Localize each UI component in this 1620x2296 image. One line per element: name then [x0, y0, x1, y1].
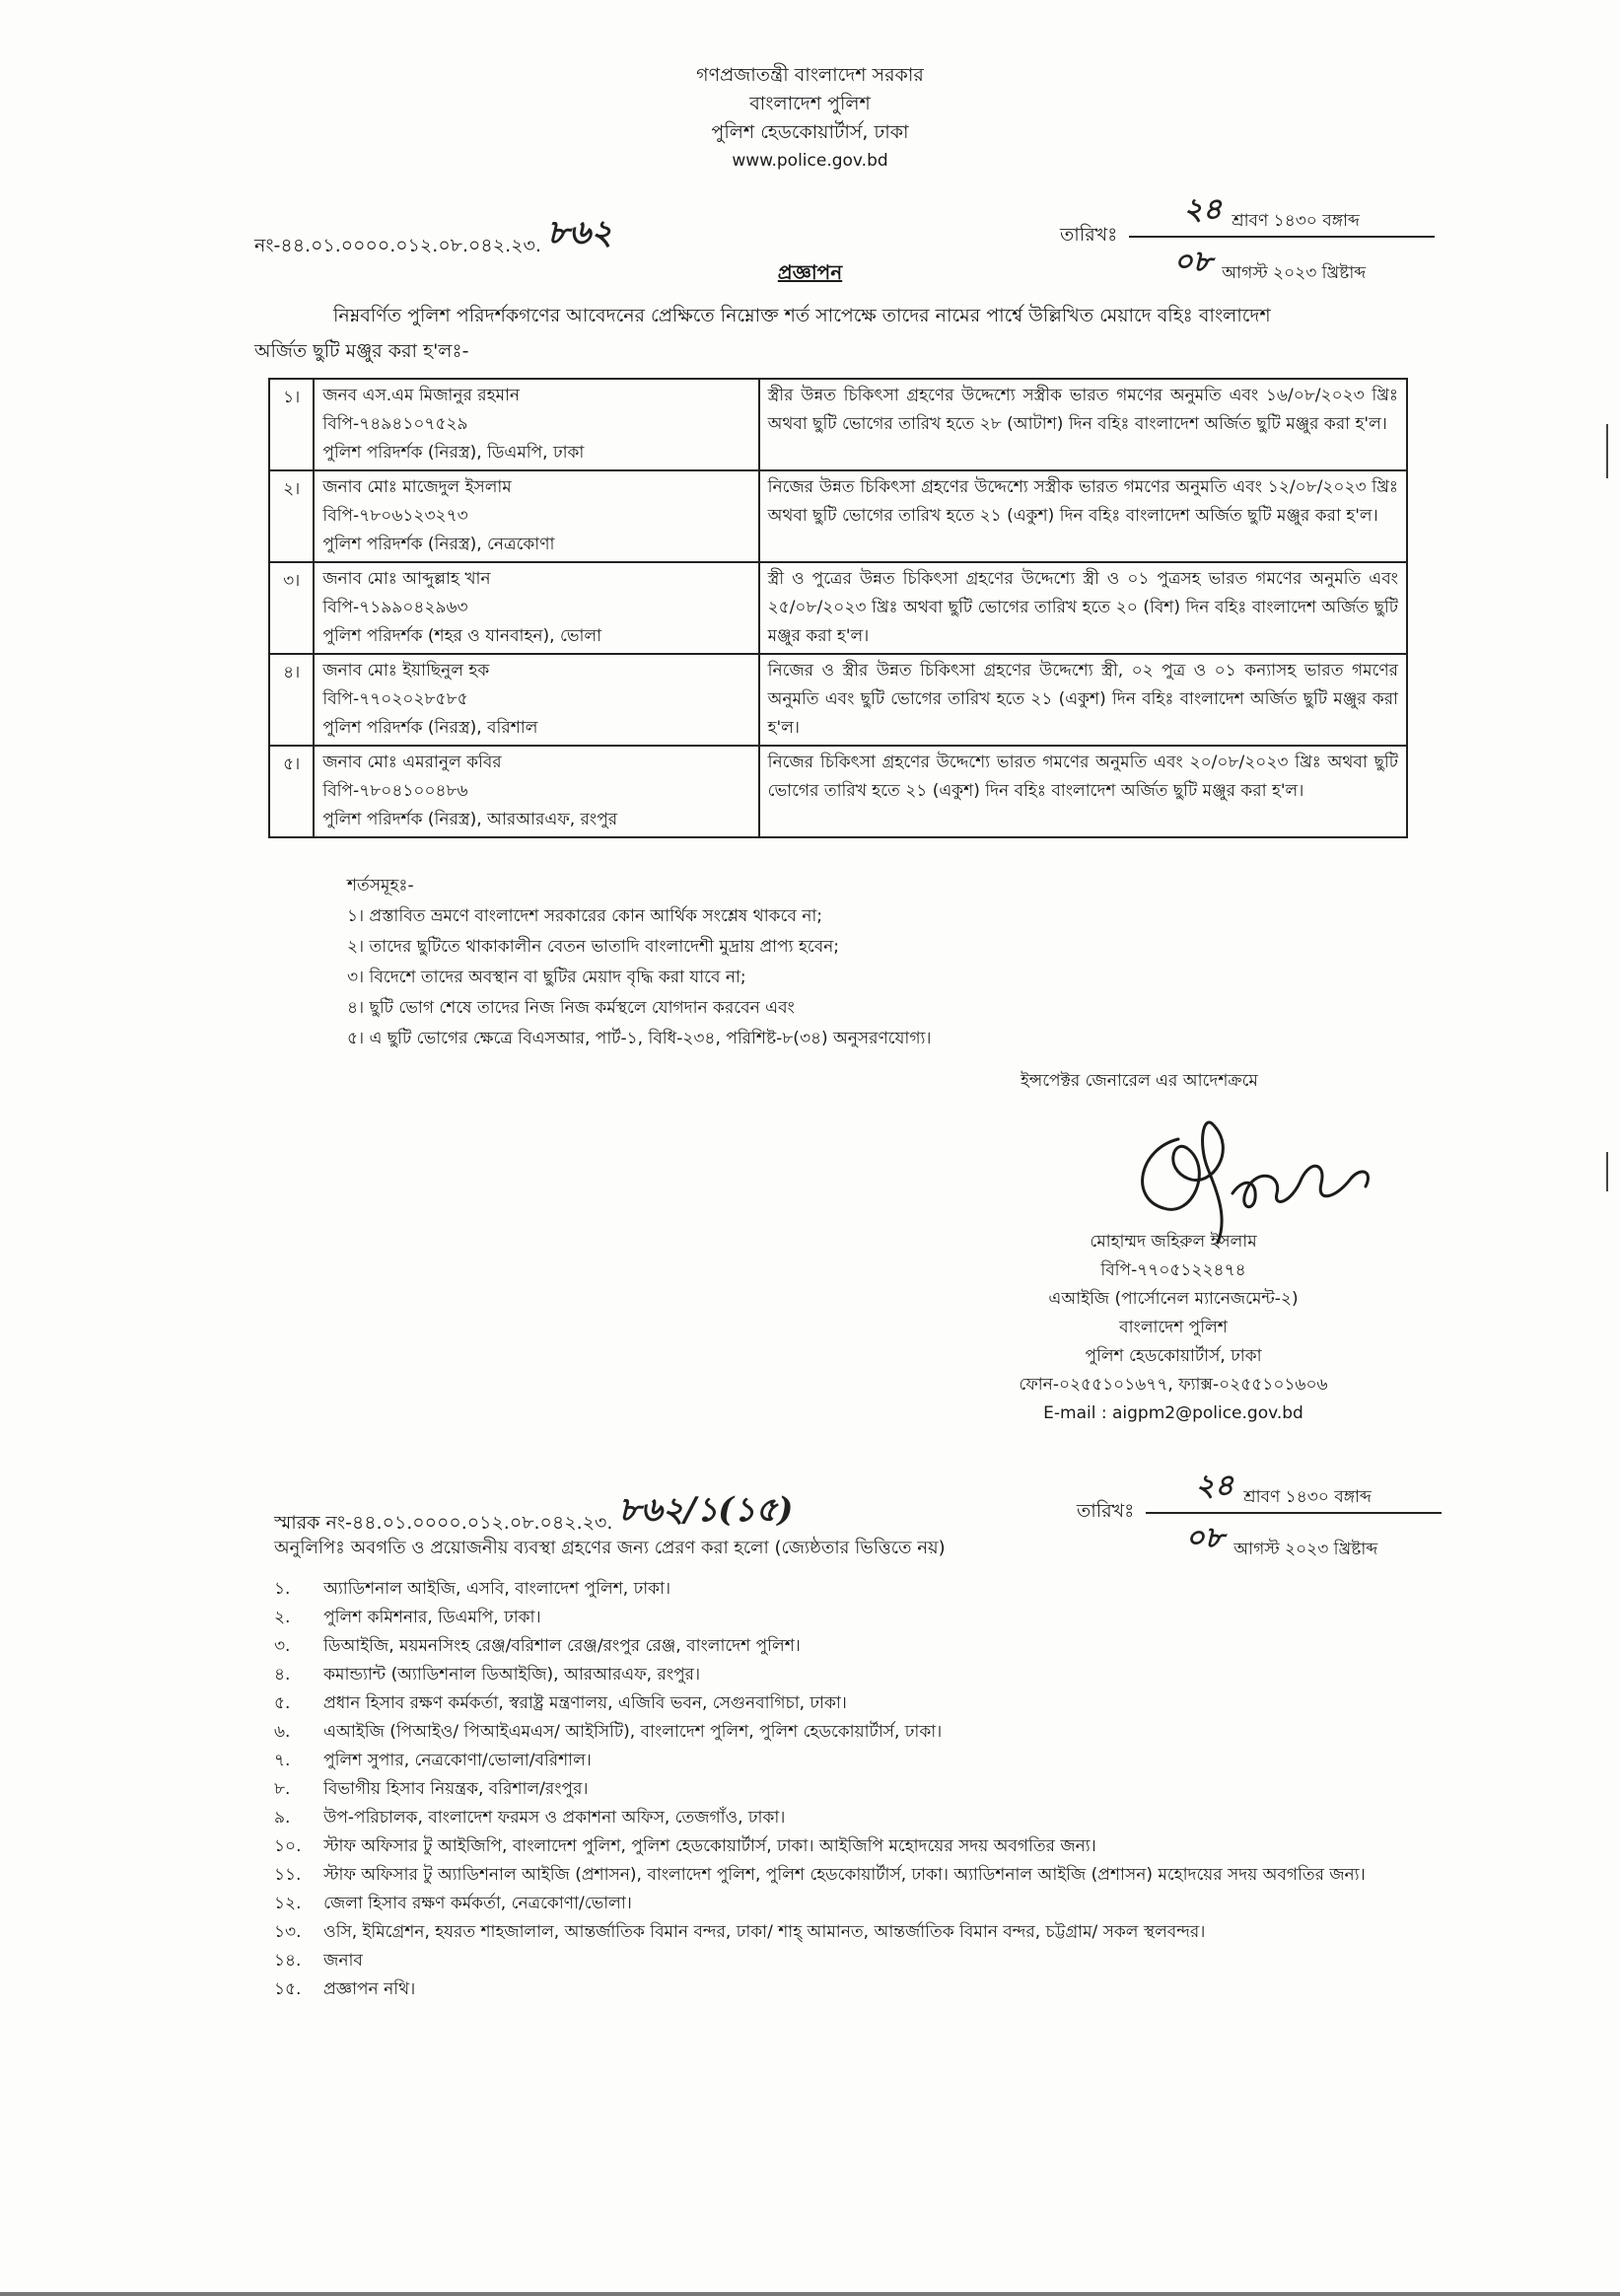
officer-name: জনাব মোঃ মাজেদুল ইসলাম: [322, 477, 512, 497]
officer-info: [314, 379, 758, 470]
copy-item-number: ৭.: [274, 1751, 291, 1770]
copy-item: [274, 1718, 1369, 1747]
website-link[interactable]: www.police.gov.bd: [732, 151, 888, 171]
copy-item-text: পুলিশ কমিশনার, ডিএমপি, ঢাকা।: [323, 1608, 541, 1627]
date-en-day: ০৮: [1173, 245, 1213, 279]
copy-item: [274, 1975, 1369, 2004]
copy-item-number: ১০.: [274, 1836, 302, 1856]
copy-item-number: ১.: [274, 1579, 291, 1599]
copy-intro: অনুলিপিঃ অবগতি ও প্রয়োজনীয় ব্যবস্থা গ্রহণের জন্য প্রেরণ করা হলো (জ্যেষ্ঠতার ভিত্তিতে নয়): [274, 1538, 946, 1558]
signatory-email[interactable]: E-mail : aigpm2@police.gov.bd: [1043, 1403, 1303, 1423]
copy-item: [274, 1632, 1369, 1661]
copy-item-text: প্রজ্ঞাপন নথি।: [323, 1979, 416, 1999]
signatory-block: [986, 1228, 1361, 1428]
intro-line-2: অর্জিত ছুটি মঞ্জুর করা হ'লঃ-: [254, 340, 469, 362]
leave-detail: নিজের ও স্ত্রীর উন্নত চিকিৎসা গ্রহণের উদ্দেশ্যে স্ত্রী, ০২ পুত্র ও ০১ কন্যাসহ ভারত গমণের অনুমতি এবং ছুটি ভোগের তারিখ হতে ২১ (একুশ) দিন বহিঃ বাংলাদেশ অর্জিত ছুটি মঞ্জুর করা হ'ল।: [759, 654, 1407, 746]
copy-item-number: ৫.: [274, 1693, 291, 1713]
signatory-bp: বিপি-৭৭০৫১২২৪৭৪: [1100, 1260, 1246, 1280]
copy-item-number: ১৪.: [274, 1951, 302, 1971]
copy-item-number: ৪.: [274, 1665, 291, 1685]
copy-item-number: ১১.: [274, 1865, 302, 1885]
memo2-number: [274, 1484, 793, 1541]
conditions-section: [347, 871, 1333, 1054]
officer-row: [269, 746, 1407, 837]
officer-row: [269, 379, 1407, 470]
copy-item: [274, 1575, 1369, 1604]
copy-item: [274, 1804, 1369, 1832]
date-en-rest: আগস্ট ২০২৩ খ্রিষ্টাব্দ: [1222, 263, 1367, 283]
signatory-org: বাংলাদেশ পুলিশ: [1119, 1318, 1228, 1337]
date2-bangla-day: ২৪: [1195, 1469, 1234, 1503]
officer-row: [269, 562, 1407, 654]
memo2-number-text: স্মারক নং-৪৪.০১.০০০০.০১২.০৮.০৪২.২৩.: [274, 1512, 613, 1534]
officer-name: জনব এস.এম মিজানুর রহমান: [322, 386, 521, 405]
condition-item: ৫। এ ছুটি ভোগের ক্ষেত্রে বিএসআর, পার্ট-১, বিধি-২৩৪, পরিশিষ্ট-৮(৩৪) অনুসরণযোগ্য।: [347, 1029, 932, 1048]
copy-list: [274, 1575, 1369, 2004]
document-title: প্রজ্ঞাপন: [777, 260, 843, 284]
officer-bp: বিপি-৭৮০৬১২৩২৭৩: [322, 506, 468, 526]
copy-item-number: ২.: [274, 1608, 291, 1627]
leave-detail: নিজের উন্নত চিকিৎসা গ্রহণের উদ্দেশ্যে সস্ত্রীক ভারত গমণের অনুমতি এবং ১২/০৮/২০২৩ খ্রিঃ অথবা ছুটি ভোগের তারিখ হতে ২১ (একুশ) দিন বহিঃ বাংলাদেশ অর্জিত ছুটি মঞ্জুর করা হ'ল।: [759, 470, 1407, 562]
officer-post: পুলিশ পরিদর্শক (নিরস্ত্র), বরিশাল: [322, 718, 538, 738]
officer-serial: ২।: [269, 470, 314, 562]
date-bangla-rest: শ্রাবণ ১৪৩০ বঙ্গাব্দ: [1232, 211, 1360, 231]
copy-item-number: ১৫.: [274, 1979, 302, 1999]
leave-detail: নিজের চিকিৎসা গ্রহণের উদ্দেশ্যে ভারত গমণের অনুমতি এবং ২০/০৮/২০২৩ খ্রিঃ অথবা ছুটি ভোগের তারিখ হতে ২১ (একুশ) দিন বহিঃ বাংলাদেশ অর্জিত ছুটি মঞ্জুর করা হ'ল।: [759, 746, 1407, 837]
memo-number-text: নং-৪৪.০১.০০০০.০১২.০৮.০৪২.২৩.: [254, 235, 541, 256]
officers-table: [268, 378, 1408, 838]
copy-item: [274, 1604, 1369, 1632]
memo2-date: [1077, 1462, 1442, 1564]
copy-item-number: ১৩.: [274, 1922, 302, 1942]
copy-item-text: পুলিশ সুপার, নেত্রকোণা/ভোলা/বরিশাল।: [323, 1751, 592, 1770]
copy-item-text: উপ-পরিচালক, বাংলাদেশ ফরমস ও প্রকাশনা অফিস, তেজগাঁও, ঢাকা।: [323, 1808, 786, 1828]
signatory-name: মোহাম্মদ জহিরুল ইসলাম: [1090, 1232, 1257, 1252]
date2-en-rest: আগস্ট ২০২৩ খ্রিষ্টাব্দ: [1233, 1540, 1378, 1559]
officer-post: পুলিশ পরিদর্শক (নিরস্ত্র), নেত্রকোণা: [322, 535, 555, 554]
officer-post: পুলিশ পরিদর্শক (শহর ও যানবাহন), ভোলা: [322, 626, 602, 646]
date-bangla-day: ২৪: [1183, 192, 1223, 227]
copy-item-text: জেলা হিসাব রক্ষণ কর্মকর্তা, নেত্রকোণা/ভোলা।: [323, 1894, 632, 1913]
copy-item-text: অ্যাডিশনাল আইজি, এসবি, বাংলাদেশ পুলিশ, ঢাকা।: [323, 1579, 671, 1599]
copy-item-number: ৯.: [274, 1808, 291, 1828]
date2-en-day: ০৮: [1185, 1521, 1225, 1555]
officer-serial: ৪।: [269, 654, 314, 746]
officer-bp: বিপি-৭৪৯৪১০৭৫২৯: [322, 414, 468, 434]
copy-item: [274, 1832, 1369, 1861]
officer-row: [269, 654, 1407, 746]
signatory-designation: এআইজি (পার্সোনেল ম্যানেজমেন্ট-২): [1048, 1289, 1299, 1309]
condition-item: ৩। বিদেশে তাদের অবস্থান বা ছুটির মেয়াদ বৃদ্ধি করা যাবে না;: [347, 968, 746, 987]
scan-mark: [1606, 424, 1608, 478]
officer-bp: বিপি-৭৮০৪১০০৪৮৬: [322, 781, 468, 801]
copy-item-text: বিভাগীয় হিসাব নিয়ন্ত্রক, বরিশাল/রংপুর।: [323, 1779, 589, 1799]
officer-post: পুলিশ পরিদর্শক (নিরস্ত্র), ডিএমপি, ঢাকা: [322, 443, 585, 463]
officer-info: [314, 654, 758, 746]
memo2-number-handwritten: ৮৬২/১(১৫): [618, 1490, 794, 1530]
copy-item: [274, 1861, 1369, 1890]
memo-number-handwritten: ৮৬২: [546, 213, 613, 252]
copy-item: [274, 1747, 1369, 1775]
intro-line-1: নিম্নবর্ণিত পুলিশ পরিদর্শকগণের আবেদনের প্রেক্ষিতে নিম্নোক্ত শর্ত সাপেক্ষে তাদের নামের পার্শ্বে উল্লিখিত মেয়াদে বহিঃ বাংলাদেশ: [333, 305, 1271, 326]
copy-item-number: ৬.: [274, 1722, 291, 1742]
copy-item-text: এআইজি (পিআইও/ পিআইএমএস/ আইসিটি), বাংলাদেশ পুলিশ, পুলিশ হেডকোয়ার্টার্স, ঢাকা।: [323, 1722, 943, 1742]
officer-serial: ৩।: [269, 562, 314, 654]
copy-item: [274, 1890, 1369, 1918]
officer-bp: বিপি-৭৭০২০২৮৫৮৫: [322, 689, 468, 709]
copy-item-text: ডিআইজি, ময়মনসিংহ রেঞ্জ/বরিশাল রেঞ্জ/রংপুর রেঞ্জ, বাংলাদেশ পুলিশ।: [323, 1636, 801, 1656]
copy-item-number: ৮.: [274, 1779, 291, 1799]
org-name: বাংলাদেশ পুলিশ: [749, 93, 871, 114]
govt-name: গণপ্রজাতন্ত্রী বাংলাদেশ সরকার: [696, 64, 924, 86]
copy-item-text: জনাব: [323, 1951, 363, 1971]
by-order-line: ইন্সপেক্টর জেনারেল এর আদেশক্রমে: [1021, 1071, 1258, 1091]
leave-detail: স্ত্রীর উন্নত চিকিৎসা গ্রহণের উদ্দেশ্যে সস্ত্রীক ভারত গমণের অনুমতি এবং ১৬/০৮/২০২৩ খ্রিঃ অথবা ছুটি ভোগের তারিখ হতে ২৮ (আটাশ) দিন বহিঃ বাংলাদেশ অর্জিত ছুটি মঞ্জুর করা হ'ল।: [759, 379, 1407, 470]
officer-info: [314, 562, 758, 654]
officer-name: জনাব মোঃ ইয়াছিনুল হক: [322, 661, 490, 681]
date-label: তারিখঃ: [1060, 224, 1118, 246]
copy-item-number: ১২.: [274, 1894, 302, 1913]
officer-serial: ৫।: [269, 746, 314, 837]
officer-info: [314, 746, 758, 837]
officer-post: পুলিশ পরিদর্শক (নিরস্ত্র), আরআরএফ, রংপুর: [322, 810, 618, 829]
copy-item: [274, 1661, 1369, 1689]
copy-item-text: প্রধান হিসাব রক্ষণ কর্মকর্তা, স্বরাষ্ট্র মন্ত্রণালয়, এজিবি ভবন, সেগুনবাগিচা, ঢাকা।: [323, 1693, 847, 1713]
officer-name: জনাব মোঃ এমরানুল কবির: [322, 753, 502, 772]
date2-label: তারিখঃ: [1077, 1500, 1135, 1522]
page-edge: [0, 2292, 1620, 2296]
conditions-list: [347, 901, 1333, 1054]
copy-item-text: কমান্ড্যান্ট (অ্যাডিশনাল ডিআইজি), আরআরএফ, রংপুর।: [323, 1665, 701, 1685]
officer-serial: ১।: [269, 379, 314, 470]
copy-item: [274, 1947, 1369, 1975]
officer-bp: বিপি-৭১৯৯০৪২৯৬৩: [322, 598, 468, 617]
leave-detail: স্ত্রী ও পুত্রের উন্নত চিকিৎসা গ্রহণের উদ্দেশ্যে স্ত্রী ও ০১ পুত্রসহ ভারত গমণের অনুমতি এবং ২৫/০৮/২০২৩ খ্রিঃ অথবা ছুটি ভোগের তারিখ হতে ২০ (বিশ) দিন বহিঃ বাংলাদেশ অর্জিত ছুটি মঞ্জুর করা হ'ল।: [759, 562, 1407, 654]
conditions-heading: শর্তসমূহঃ-: [347, 876, 414, 896]
officer-info: [314, 470, 758, 562]
scan-mark: [1606, 1152, 1608, 1191]
copy-item-text: ওসি, ইমিগ্রেশন, হযরত শাহজালাল, আন্তর্জাতিক বিমান বন্দর, ঢাকা/ শাহ্ আমানত, আন্তর্জাতিক বিমান বন্দর, চট্টগ্রাম/ সকল স্থলবন্দর।: [323, 1922, 1206, 1942]
officer-name: জনাব মোঃ আব্দুল্লাহ খান: [322, 569, 491, 589]
copy-item: [274, 1918, 1369, 1947]
condition-item: ৪। ছুটি ভোগ শেষে তাদের নিজ নিজ কর্মস্থলে যোগদান করবেন এবং: [347, 998, 795, 1018]
copy-item: [274, 1689, 1369, 1718]
intro-paragraph: [254, 298, 1418, 369]
officer-row: [269, 470, 1407, 562]
signatory-phone: ফোন-০২৫৫১০১৬৭৭, ফ্যাক্স-০২৫৫১০১৬০৬: [1019, 1375, 1328, 1395]
copy-item-number: ৩.: [274, 1636, 291, 1656]
office-name: পুলিশ হেডকোয়ার্টার্স, ঢাকা: [711, 121, 909, 143]
memo-number: [254, 207, 612, 263]
copy-item-text: স্টাফ অফিসার টু অ্যাডিশনাল আইজি (প্রশাসন), বাংলাদেশ পুলিশ, পুলিশ হেডকোয়ার্টার্স, ঢাকা। অ্যাডিশনাল আইজি (প্রশাসন) মহোদয়ের সদয় অবগতির জন্য।: [323, 1865, 1366, 1885]
condition-item: ১। প্রস্তাবিত ভ্রমণে বাংলাদেশ সরকারের কোন আর্থিক সংশ্লেষ থাকবে না;: [347, 906, 823, 926]
copy-item-text: স্টাফ অফিসার টু আইজিপি, বাংলাদেশ পুলিশ, পুলিশ হেডকোয়ার্টার্স, ঢাকা। আইজিপি মহোদয়ের সদয় অবগতির জন্য।: [323, 1836, 1096, 1856]
signatory-office: পুলিশ হেডকোয়ার্টার্স, ঢাকা: [1085, 1346, 1262, 1366]
copy-item: [274, 1775, 1369, 1804]
condition-item: ২। তাদের ছুটিতে থাকাকালীন বেতন ভাতাদি বাংলাদেশী মুদ্রায় প্রাপ্য হবেন;: [347, 937, 840, 957]
letterhead: [0, 61, 1620, 176]
date2-bangla-rest: শ্রাবণ ১৪৩০ বঙ্গাব্দ: [1243, 1487, 1372, 1507]
